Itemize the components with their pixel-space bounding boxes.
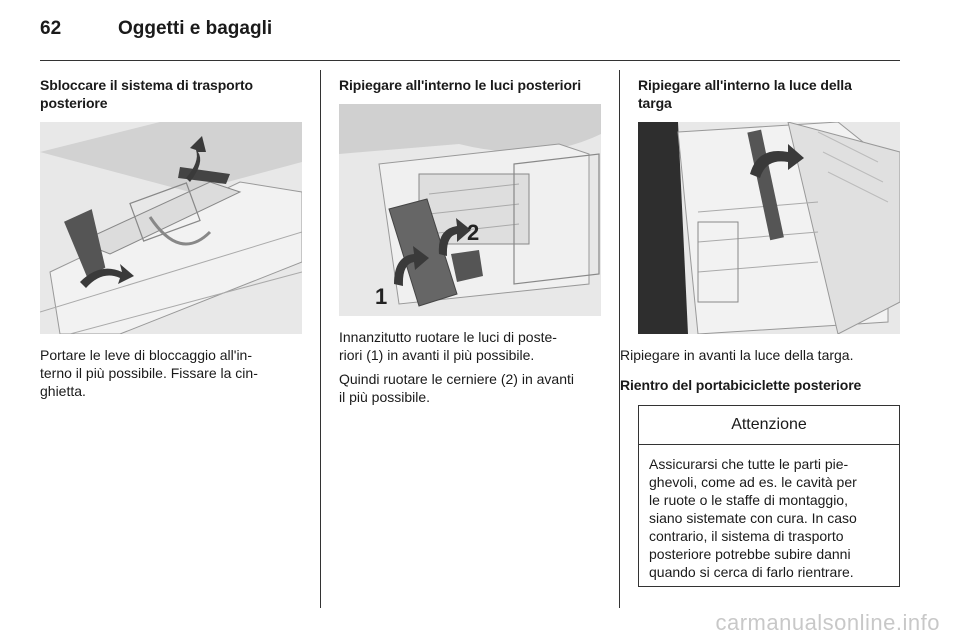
section-heading-unlock: Sbloccare il sistema di trasporto posteriore <box>40 77 253 111</box>
column-divider-1 <box>320 70 321 608</box>
column-divider-2 <box>619 70 620 608</box>
figure-unlock-levers <box>40 122 302 334</box>
section-heading-retract: Rientro del portabiciclette posteriore <box>620 377 862 393</box>
watermark: carmanualsonline.info <box>715 610 940 635</box>
page-number: 62 <box>40 18 62 39</box>
column-2 <box>339 76 601 94</box>
caution-text: Assicurarsi che tutte le parti pie- ghevoli, come ad es. le cavità per le ruote o le staffe di montaggio, siano sistemate con cura. In caso contrario, il sistema di trasporto posteriore potrebbe subire danni quando si cerca di farlo rientrare. <box>649 456 857 580</box>
column-1-body <box>40 346 302 400</box>
caution-box <box>638 405 900 587</box>
header-rule <box>40 60 900 61</box>
figure-tail-lights <box>339 104 601 316</box>
page-title: Oggetti e bagagli <box>118 18 273 39</box>
section-heading-tail-lights: Ripiegare all'interno le luci posteriori <box>339 77 582 93</box>
body-text-plate-light: Ripiegare in avanti la luce della targa. <box>620 347 854 363</box>
section-heading-plate-light: Ripiegare all'interno la luce della targa <box>638 77 852 111</box>
column-1 <box>40 76 302 112</box>
column-3 <box>638 76 900 112</box>
column-3-body <box>620 346 910 394</box>
body-text-unlock: Portare le leve di bloccaggio all'in- terno il più possibile. Fissare la cin- ghietta. <box>40 347 258 399</box>
body-text-tail-lights-2: Quindi ruotare le cerniere (2) in avanti il più possibile. <box>339 371 575 405</box>
body-text-tail-lights-1: Innanzitutto ruotare le luci di poste- riori (1) in avanti il più possibile. <box>339 329 557 363</box>
callout-1: 1 <box>375 284 388 309</box>
figure-plate-light <box>638 122 900 334</box>
caution-title: Attenzione <box>639 406 899 445</box>
callout-2: 2 <box>467 220 480 245</box>
column-2-body <box>339 328 601 406</box>
